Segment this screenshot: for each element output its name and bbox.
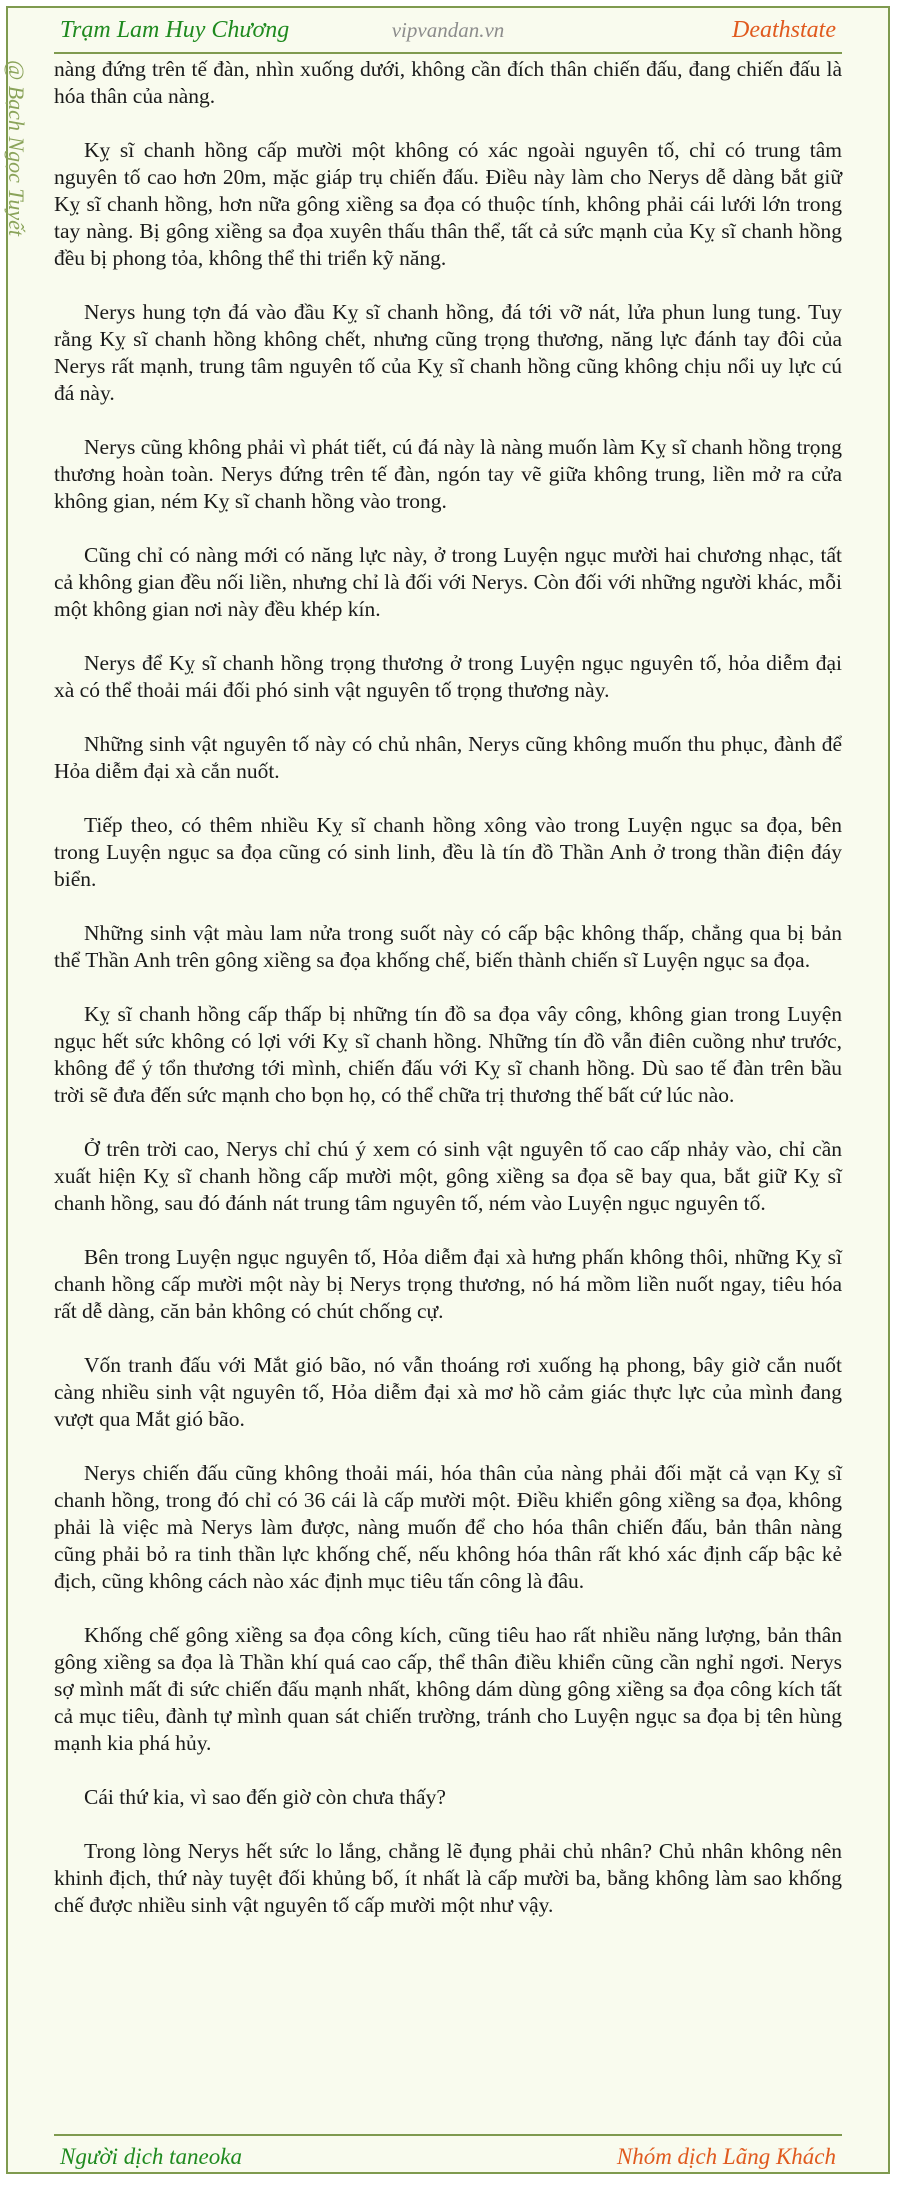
paragraph: Kỵ sĩ chanh hồng cấp mười một không có xác ngoài nguyên tố, chỉ có trung tâm nguyên tố cao hơn 20m, mặc giáp trụ chiến đấu. Điều này làm cho Nerys dễ dàng bắt giữ Kỵ sĩ chanh hồng, hơn nữa gông xiềng sa đọa có thuộc tính, không phải cái lưới lớn trong tay nàng. Bị gông xiềng sa đọa xuyên thấu thân thể, tất cả sức mạnh của Kỵ sĩ chanh hồng đều bị phong tỏa, không thể thi triển kỹ năng. [54,138,842,270]
paragraph: Trong lòng Nerys hết sức lo lắng, chẳng lẽ đụng phải chủ nhân? Chủ nhân không nên khinh địch, thứ này tuyệt đối khủng bố, ít nhất là cấp mười ba, bằng không làm sao khống chế được nhiều sinh vật nguyên tố cấp mười một như vậy. [54,1839,842,1917]
vertical-watermark [4,60,44,290]
paragraph: Cũng chỉ có nàng mới có năng lực này, ở trong Luyện ngục mười hai chương nhạc, tất cả không gian đều nối liền, nhưng chỉ là đối với Nerys. Còn đối với những người khác, mỗi một không gian nơi này đều khép kín. [54,543,842,621]
footer-group: Nhóm dịch Lãng Khách [616,2144,836,2169]
header-author: Deathstate [732,17,836,43]
footer-translator: Người dịch taneoka [60,2144,242,2169]
watermark-text: @ Bạch Ngọc Tuyết [4,60,29,237]
paragraph: Những sinh vật màu lam nửa trong suốt này có cấp bậc không thấp, chẳng qua bị bản thể Thần Anh trên gông xiềng sa đọa khống chế, biến thành chiến sĩ Luyện ngục sa đọa. [54,921,842,972]
paragraph: Nerys chiến đấu cũng không thoải mái, hóa thân của nàng phải đối mặt cả vạn Kỵ sĩ chanh hồng, trong đó chỉ có 36 cái là cấp mười một. Điều khiển gông xiềng sa đọa, không phải là việc mà Nerys làm được, nàng muốn để cho hóa thân chiến đấu, bản thân nàng cũng phải bỏ ra tinh thần lực khống chế, nếu không hóa thân rất khó xác định cấp bậc kẻ địch, cũng không cách nào xác định mục tiêu tấn công là đâu. [54,1461,842,1593]
paragraph: Những sinh vật nguyên tố này có chủ nhân, Nerys cũng không muốn thu phục, đành để Hỏa diễm đại xà cắn nuốt. [54,732,842,783]
document-page [6,6,890,2174]
paragraph: Tiếp theo, có thêm nhiều Kỵ sĩ chanh hồng xông vào trong Luyện ngục sa đọa, bên trong Luyện ngục sa đọa cũng có sinh linh, đều là tín đồ Thần Anh ở trong thần điện đáy biển. [54,813,842,891]
paragraph: Vốn tranh đấu với Mắt gió bão, nó vẫn thoáng rơi xuống hạ phong, bây giờ cắn nuốt càng nhiều sinh vật nguyên tố, Hỏa diễm đại xà mơ hồ cảm giác thực lực của mình đang vượt qua Mắt gió bão. [54,1353,842,1431]
paragraph: Bên trong Luyện ngục nguyên tố, Hỏa diễm đại xà hưng phấn không thôi, những Kỵ sĩ chanh hồng cấp mười một này bị Nerys trọng thương, nó há mồm liền nuốt ngay, tiêu hóa rất dễ dàng, căn bản không có chút chống cự. [54,1245,842,1323]
paragraph: Ở trên trời cao, Nerys chỉ chú ý xem có sinh vật nguyên tố cao cấp nhảy vào, chỉ cần xuất hiện Kỵ sĩ chanh hồng cấp mười một, gông xiềng sa đọa sẽ bay qua, bắt giữ Kỵ sĩ chanh hồng, sau đó đánh nát trung tâm nguyên tố, ném vào Luyện ngục nguyên tố. [54,1137,842,1215]
header-url: vipvandan.vn [391,18,505,42]
paragraph: Cái thứ kia, vì sao đến giờ còn chưa thấy? [84,1785,446,1809]
paragraph: Nerys hung tợn đá vào đầu Kỵ sĩ chanh hồng, đá tới vỡ nát, lửa phun lung tung. Tuy rằng Kỵ sĩ chanh hồng không chết, nhưng cũng trọng thương, năng lực đánh tay đôi của Nerys rất mạnh, trung tâm nguyên tố của Kỵ sĩ chanh hồng cũng không chịu nổi uy lực cú đá này. [54,300,842,405]
page-header [54,8,842,54]
paragraph: nàng đứng trên tế đàn, nhìn xuống dưới, không cần đích thân chiến đấu, đang chiến đấu là hóa thân của nàng. [54,57,842,108]
paragraph: Khống chế gông xiềng sa đọa công kích, cũng tiêu hao rất nhiều năng lượng, bản thân gông xiềng sa đọa là Thần khí quá cao cấp, thể thân điều khiển cũng cần nghỉ ngơi. Nerys sợ mình mất đi sức chiến đấu mạnh nhất, không dám dùng gông xiềng sa đọa công kích tất cả mục tiêu, đành tự mình quan sát chiến trường, tránh cho Luyện ngục sa đọa bị tên hùng mạnh kia phá hủy. [54,1623,842,1755]
paragraph: Nerys cũng không phải vì phát tiết, cú đá này là nàng muốn làm Kỵ sĩ chanh hồng trọng thương hoàn toàn. Nerys đứng trên tế đàn, ngón tay vẽ giữa không trung, liền mở ra cửa không gian, ném Kỵ sĩ chanh hồng vào trong. [54,435,842,513]
paragraph: Nerys để Kỵ sĩ chanh hồng trọng thương ở trong Luyện ngục nguyên tố, hỏa diễm đại xà có thể thoải mái đối phó sinh vật nguyên tố trọng thương này. [54,651,842,702]
page-footer [54,2134,842,2174]
header-site-name: Trạm Lam Huy Chương [60,17,290,43]
chapter-body [54,56,842,1946]
paragraph: Kỵ sĩ chanh hồng cấp thấp bị những tín đồ sa đọa vây công, không gian trong Luyện ngục hết sức không có lợi với Kỵ sĩ chanh hồng. Những tín đồ vẫn điên cuồng như trước, không để ý tổn thương tới mình, chiến đấu với Kỵ sĩ chanh hồng. Dù sao tế đàn trên bầu trời sẽ đưa đến sức mạnh cho bọn họ, có thể chữa trị thương thế bất cứ lúc nào. [54,1002,842,1107]
